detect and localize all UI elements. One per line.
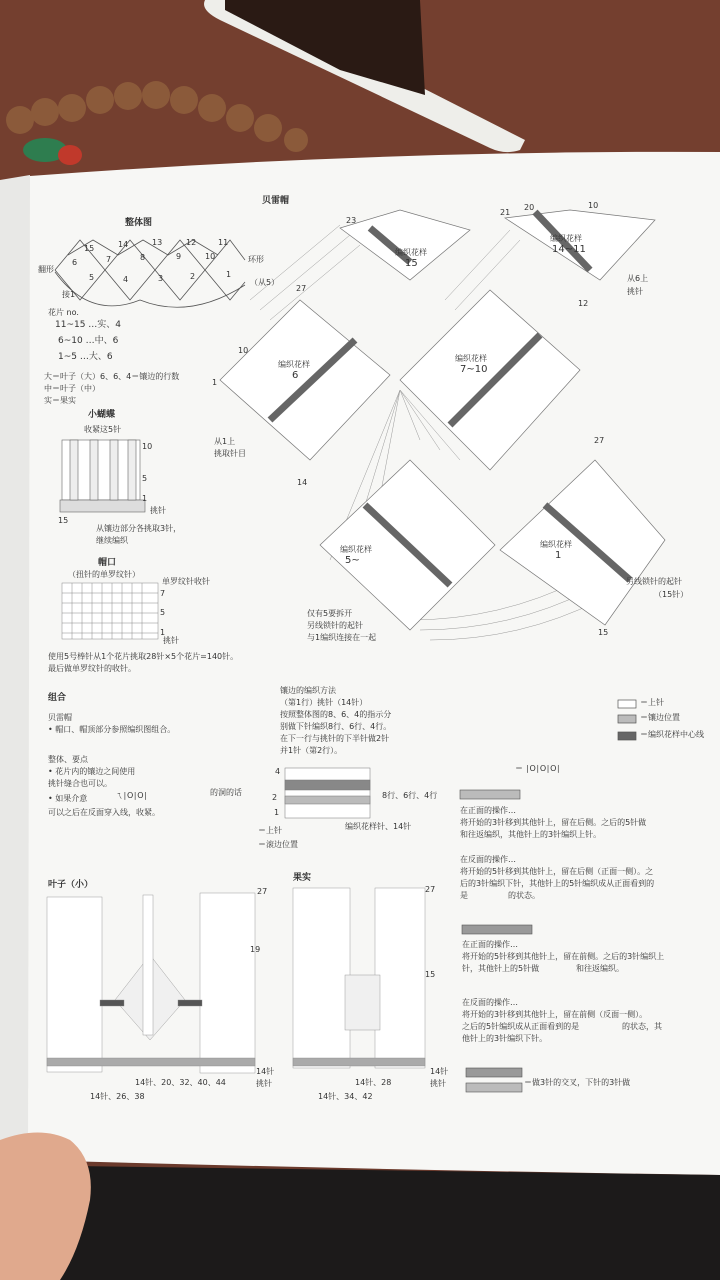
diag-side-1: 1 xyxy=(212,378,218,387)
ops-front2-1: 将开始的5针移到其他针上，留在前侧。之后的3针编织上 xyxy=(462,952,665,961)
bow-row-5: 5 xyxy=(142,474,148,483)
legend-swatches xyxy=(618,700,636,740)
combine-line-5: 挑针缝合也可以。 xyxy=(48,779,112,788)
bow-note-1: 从镶边部分各挑取3针， xyxy=(96,524,182,533)
fruit-bottom-2: 14针、34、42 xyxy=(318,1092,373,1101)
ops-front1-1: 将开始的3针移到其他针上，留在后侧。之后的5针做 xyxy=(460,818,647,827)
diag-side-15: 15 xyxy=(598,628,609,637)
pattern-15-label: 编织花样 xyxy=(395,248,427,257)
brim-row-1: 1 xyxy=(160,628,166,637)
bow-gather-label: 收紧这5针 xyxy=(84,425,122,434)
petal-12: 12 xyxy=(186,238,197,247)
from5-label: （从5） xyxy=(250,278,280,287)
combine-line-4: • 花片内的镶边之间使用 xyxy=(48,767,136,776)
ops-front2-title: 在正面的操作… xyxy=(462,940,518,949)
key-row-3: 1~5 …大、6 xyxy=(58,352,113,362)
diag-top-20: 20 xyxy=(524,203,535,212)
edging-title: 镶边的编织方法 xyxy=(280,686,336,695)
fruit-num-27: 27 xyxy=(425,885,436,894)
right-note-2: （15针） xyxy=(654,590,689,599)
pattern-5-label: 编织花样 xyxy=(340,545,372,554)
fruit-bottom-1: 14针、28 xyxy=(355,1078,392,1087)
pattern-1-label: 编织花样 xyxy=(540,540,572,549)
petal-4: 4 xyxy=(123,275,129,284)
ops-front2-3: 和往返编织。 xyxy=(576,964,624,973)
legend-1: ＝上针 xyxy=(640,698,664,707)
ops-final: ＝做3针的交叉，下针的3针做 xyxy=(524,1078,631,1087)
ops-front2-2: 针，其他针上的5针做 xyxy=(462,964,540,973)
petal-2: 2 xyxy=(190,272,196,281)
petal-7: 7 xyxy=(106,255,112,264)
pattern-14-label: 编织花样 xyxy=(550,234,582,243)
ops-back2-1: 将开始的3针移到其他针上，留在前侧（反面一侧）。 xyxy=(462,1010,648,1019)
ops-top-symbol: ＝ ∣O∣O∣O∣ xyxy=(515,764,561,773)
diag-top-21: 21 xyxy=(500,208,511,217)
diag-top-10: 10 xyxy=(588,201,599,210)
leaf-bottom-1: 14针、20、32、40、44 xyxy=(135,1078,226,1087)
right-note-1: 另线锁针的起针 xyxy=(626,577,682,586)
from1-label-1: 从1上 xyxy=(214,437,236,446)
loop-label: 环形 xyxy=(248,255,264,264)
fruit-num-15: 15 xyxy=(425,970,436,979)
brim-note-1: 使用5号棒针从1个花片挑取28针×5个花片=140针。 xyxy=(48,652,239,661)
edging-line-3: 别做下针编织8行、6行、4行。 xyxy=(280,722,392,731)
legend-row-2: 中＝叶子（中） xyxy=(44,384,100,393)
bow-pick-label: 挑针 xyxy=(150,506,166,515)
ops-back2-title: 在反面的操作… xyxy=(462,998,518,1007)
petal-5: 5 xyxy=(89,273,95,282)
ops-back1-4: 的状态。 xyxy=(508,891,540,900)
edging-pattern-label: 编织花样针、14针 xyxy=(345,822,412,831)
pattern-6-num: 6 xyxy=(292,370,299,381)
fruit-pick: 挑针 xyxy=(430,1079,446,1088)
combine-line-7: 的洞的话 xyxy=(210,788,242,797)
edging-row-1: 1 xyxy=(274,808,280,817)
ops-back1-title: 在反面的操作… xyxy=(460,855,516,864)
from1-label-2: 挑取针目 xyxy=(214,449,246,458)
fruit-heading: 果实 xyxy=(293,873,312,883)
key-row-2: 6~10 …中、6 xyxy=(58,336,119,346)
diag-side-27a: 27 xyxy=(296,284,307,293)
brim-note-2: 最后做单罗纹针的收针。 xyxy=(48,664,136,673)
left-label: 翻形 xyxy=(38,265,54,274)
brim-subheading: （扭针的单罗纹针） xyxy=(68,570,140,579)
combine-line-3: 整体、要点 xyxy=(48,755,88,764)
edging-legend-2: ＝滚边位置 xyxy=(258,840,298,849)
legend-2: ＝镶边位置 xyxy=(640,713,680,722)
bow-row-1: 1 xyxy=(142,494,148,503)
from6-label-1: 从6上 xyxy=(627,274,649,283)
diag-side-14: 14 xyxy=(297,478,308,487)
petal-15: 15 xyxy=(84,244,95,253)
from6-label-2: 挑针 xyxy=(627,287,643,296)
legend-row-1: 大＝叶子（大）6、6、4＝镶边的行数 xyxy=(44,372,180,381)
brim-bind-off: 单罗纹针收针 xyxy=(162,577,210,586)
page-title: 贝雷帽 xyxy=(262,196,290,206)
fruit-num-14: 14针 xyxy=(430,1067,449,1076)
leaf-heading: 叶子（小） xyxy=(48,880,94,890)
bow-note-2: 继续编织 xyxy=(96,536,128,545)
petal-1: 1 xyxy=(226,270,232,279)
brim-row-5: 5 xyxy=(160,608,166,617)
pattern-7-num: 7~10 xyxy=(460,364,488,375)
leaf-num-14: 14针 xyxy=(256,1067,275,1076)
edging-line-2: 按照整体图的8、6、4的指示分 xyxy=(280,710,392,719)
ops-back2-4: 他针上的3针编织下针。 xyxy=(462,1034,548,1043)
ops-back1-1: 将开始的5针移到其他针上，留在后侧（正面一侧）。之 xyxy=(460,867,654,876)
legend-3: ＝编织花样中心线 xyxy=(640,730,704,739)
small-bow-heading: 小蝴蝶 xyxy=(88,410,116,420)
pattern-15-num: 15 xyxy=(405,258,418,269)
overall-heading: 整体图 xyxy=(125,218,153,228)
petal-13: 13 xyxy=(152,238,163,247)
combine-heading: 组合 xyxy=(48,693,67,703)
edging-line-1: （第1行）挑针（14针） xyxy=(280,698,368,707)
edging-line-5: 并1针（第2行）。 xyxy=(280,746,343,755)
bottom-note-1: 仅有5要拆开 xyxy=(307,609,353,618)
petal-9: 9 xyxy=(176,252,182,261)
brim-pick-label: 挑针 xyxy=(163,636,179,645)
combine-line-2: • 帽口、帽顶部分参照编织图组合。 xyxy=(48,725,176,734)
diag-side-12: 12 xyxy=(578,299,589,308)
brim-heading: 帽口 xyxy=(98,558,117,568)
edging-chart xyxy=(285,768,370,818)
bow-row-10: 10 xyxy=(142,442,153,451)
ops-back2-2: 之后的5针编织成从正面看到的是 xyxy=(462,1022,580,1031)
petal-14: 14 xyxy=(118,240,129,249)
pattern-7-label: 编织花样 xyxy=(455,354,487,363)
diag-side-27b: 27 xyxy=(594,436,605,445)
combine-line-1: 贝雷帽 xyxy=(48,713,72,722)
edging-legend-1: ＝上针 xyxy=(258,826,282,835)
leaf-num-27: 27 xyxy=(257,887,268,896)
petal-11: 11 xyxy=(218,238,229,247)
edging-row-4: 4 xyxy=(275,767,281,776)
petal-8: 8 xyxy=(140,253,146,262)
pattern-14-num: 14~11 xyxy=(552,244,586,255)
petal-3: 3 xyxy=(158,274,164,283)
combine-line-8: 可以之后在反面穿入线，收紧。 xyxy=(48,808,160,817)
combine-line-6: • 如果介意 xyxy=(48,794,88,803)
bow-count: 15 xyxy=(58,516,69,525)
leaf-num-19: 19 xyxy=(250,945,261,954)
edging-rows-note: 8行、6行、4行 xyxy=(382,791,438,800)
leaf-bottom-2: 14针、26、38 xyxy=(90,1092,145,1101)
bottom-note-2: 另线锁针的起针 xyxy=(307,621,363,630)
combine-symbol: ㄟ∣O∣O∣ xyxy=(115,791,148,800)
bottom-note-3: 与1编织连接在一起 xyxy=(307,633,377,642)
petal-6: 6 xyxy=(72,258,78,267)
brim-row-7: 7 xyxy=(160,589,166,598)
start-label: 接1 xyxy=(62,290,76,299)
ops-front1-title: 在正面的操作… xyxy=(460,806,516,815)
pattern-5-num: 5~ xyxy=(345,555,360,566)
diag-top-23: 23 xyxy=(346,216,357,225)
diag-side-10: 10 xyxy=(238,346,249,355)
key-row-1: 11~15 …实、4 xyxy=(55,320,122,330)
pattern-1-num: 1 xyxy=(555,550,562,561)
ops-back1-2: 后的3针编织下针，其他针上的5针编织成从正面看到的 xyxy=(460,879,655,888)
ops-back1-3: 是 xyxy=(460,891,468,900)
edging-line-4: 在下一行与挑针的下半针做2针 xyxy=(280,734,390,743)
pattern-6-label: 编织花样 xyxy=(278,360,310,369)
brim-chart xyxy=(62,583,158,639)
ops-back2-3: 的状态，其 xyxy=(622,1022,662,1031)
leaf-pick: 挑针 xyxy=(256,1079,272,1088)
ops-front1-2: 和往返编织，其他针上的3针编织上针。 xyxy=(460,830,602,839)
legend-row-3: 实＝果实 xyxy=(44,396,76,405)
edging-row-2: 2 xyxy=(272,793,278,802)
petal-10: 10 xyxy=(205,252,216,261)
key-title: 花片 no. xyxy=(48,308,79,317)
